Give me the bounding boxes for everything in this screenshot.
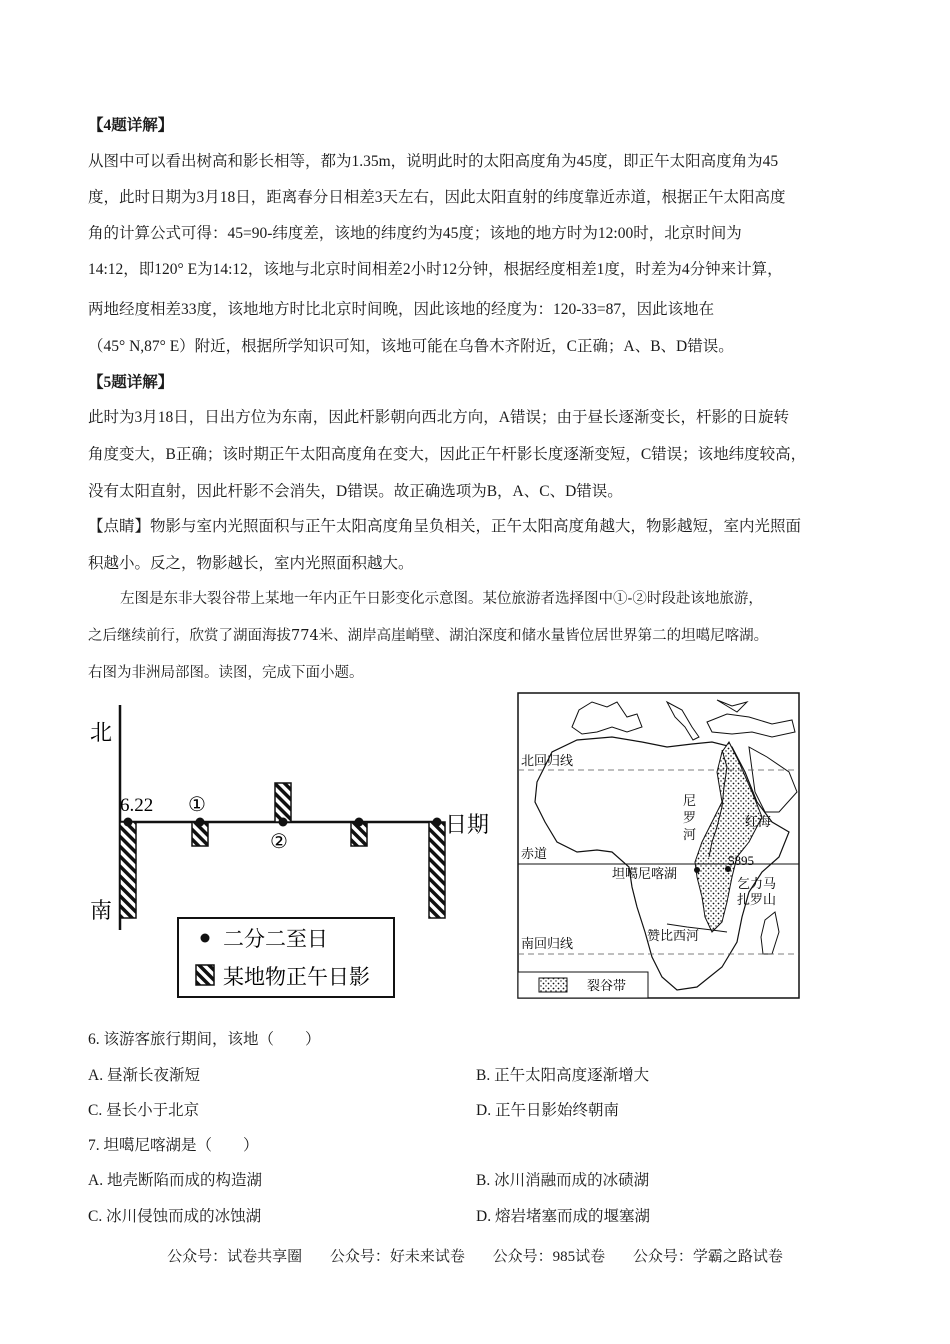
kilimanjaro-label-1: 乞力马	[737, 876, 777, 891]
q6-option-b[interactable]: B. 正午太阳高度逐渐增大	[476, 1067, 650, 1084]
legend-dot-icon	[201, 934, 210, 943]
intro-line: 之后继续前行，欣赏了湖面海拔774米、湖岸高崖峭壁、湖泊深度和储水量皆位居世界第二的坦噶尼喀湖。	[88, 628, 769, 644]
nile-label-2: 罗	[683, 810, 697, 825]
q7-option-d[interactable]: D. 熔岩堵塞而成的堰塞湖	[476, 1208, 650, 1225]
equator-label: 赤道	[521, 846, 548, 861]
africa-map	[517, 692, 801, 1000]
rift-legend-icon	[539, 978, 567, 992]
shadow-bar	[120, 822, 136, 918]
legend-shadow-label: 某地物正午日影	[223, 965, 370, 989]
q7-option-a[interactable]: A. 地壳断陷而成的构造湖	[88, 1172, 262, 1189]
nile-label-3: 河	[683, 827, 697, 842]
tanganyika-label: 坦噶尼喀湖	[612, 866, 678, 881]
nile-label-1: 尼	[683, 793, 697, 808]
tropic-cancer-label: 北回归线	[521, 753, 574, 768]
elevation-label: 5895	[728, 853, 754, 868]
solstice-dot	[279, 818, 288, 827]
footer-item: 公众号：好未来试卷	[329, 1249, 465, 1265]
north-label: 北	[90, 720, 113, 745]
solstice-dot	[196, 818, 205, 827]
q4-line: （45° N,87° E）附近，根据所学知识可知，该地可能在乌鲁木齐附近，C正确；A、B、D错误。	[88, 338, 734, 355]
q4-line: 从图中可以看出树高和影长相等，都为1.35m，说明此时的太阳高度角为45度，即正午太阳高度角为45	[88, 153, 779, 170]
q7-option-c[interactable]: C. 冰川侵蚀而成的冰蚀湖	[88, 1208, 262, 1225]
q5-heading: 【5题详解】	[88, 374, 174, 391]
south-label: 南	[90, 898, 113, 923]
q6-option-d[interactable]: D. 正午日影始终朝南	[476, 1102, 619, 1119]
q6-stem: 6. 该游客旅行期间，该地（ ）	[88, 1031, 321, 1048]
q4-line: 14:12，即120° E为14:12，该地与北京时间相差2小时12分钟，根据经度相差1度，时差为4分钟来计算，	[88, 261, 783, 278]
footer-item: 公众号：学霸之路试卷	[632, 1249, 783, 1265]
legend-shadow-icon	[196, 965, 214, 985]
zambezi-label: 赞比西河	[647, 928, 700, 943]
q4-line: 度，此时日期为3月18日，距离春分日相差3天左右，因此太阳直射的纬度靠近赤道，根据正午太阳高度	[88, 189, 786, 206]
intro-line: 右图为非洲局部图。读图，完成下面小题。	[88, 665, 364, 681]
marker-1: ①	[188, 794, 206, 816]
marker-2: ②	[270, 831, 288, 853]
solstice-dot	[355, 818, 364, 827]
q6-option-c[interactable]: C. 昼长小于北京	[88, 1102, 200, 1119]
rift-legend-label: 裂谷带	[587, 978, 627, 993]
q7-stem: 7. 坦噶尼喀湖是（ ）	[88, 1137, 259, 1154]
solstice-dot	[124, 818, 133, 827]
legend-dot-label: 二分二至日	[223, 927, 328, 951]
q5-line: 没有太阳直射，因此杆影不会消失，D错误。故正确选项为B，A、C、D错误。	[88, 483, 623, 500]
shadow-bar	[429, 822, 445, 918]
q4-line: 角的计算公式可得：45=90-纬度差，该地的纬度约为45度；该地的地方时为12:00时，北京时间为	[88, 225, 742, 242]
q5-line: 角度变大，B正确；该时期正午太阳高度角在变大，因此正午杆影长度逐渐变短，C错误；该地纬度较高，	[88, 446, 807, 463]
footer-item: 公众号：985试卷	[492, 1249, 606, 1265]
red-sea-label: 红海	[745, 814, 772, 829]
kilimanjaro-label-2: 扎罗山	[737, 892, 777, 907]
tropic-capricorn-label: 南回归线	[521, 936, 574, 951]
shadow-bar	[275, 783, 291, 822]
noon-shadow-diagram	[80, 700, 510, 1005]
date-axis-label: 日期	[445, 812, 490, 837]
footer-item: 公众号：试卷共享圈	[167, 1249, 303, 1265]
tip-line: 【点睛】物影与室内光照面积与正午太阳高度角呈负相关，正午太阳高度角越大，物影越短，室内光照面	[88, 518, 802, 535]
q7-option-b[interactable]: B. 冰川消融而成的冰碛湖	[476, 1172, 650, 1189]
tip-line: 积越小。反之，物影越长，室内光照面积越大。	[88, 555, 414, 572]
solstice-dot	[433, 818, 442, 827]
q5-line: 此时为3月18日，日出方位为东南，因此杆影朝向西北方向，A错误；由于昼长逐渐变长，杆影的日旋转	[88, 409, 789, 426]
q6-option-a[interactable]: A. 昼渐长夜渐短	[88, 1067, 200, 1084]
date-start-label: 6.22	[120, 795, 154, 816]
footer	[0, 1245, 950, 1266]
tanganyika-point	[694, 867, 700, 873]
intro-line: 左图是东非大裂谷带上某地一年内正午日影变化示意图。某位旅游者选择图中①-②时段赴该地旅游，	[120, 591, 763, 607]
q4-heading: 【4题详解】	[88, 117, 174, 134]
q4-line: 两地经度相差33度，该地地方时比北京时间晚，因此该地的经度为：120-33=87，因此该地在	[88, 301, 715, 318]
